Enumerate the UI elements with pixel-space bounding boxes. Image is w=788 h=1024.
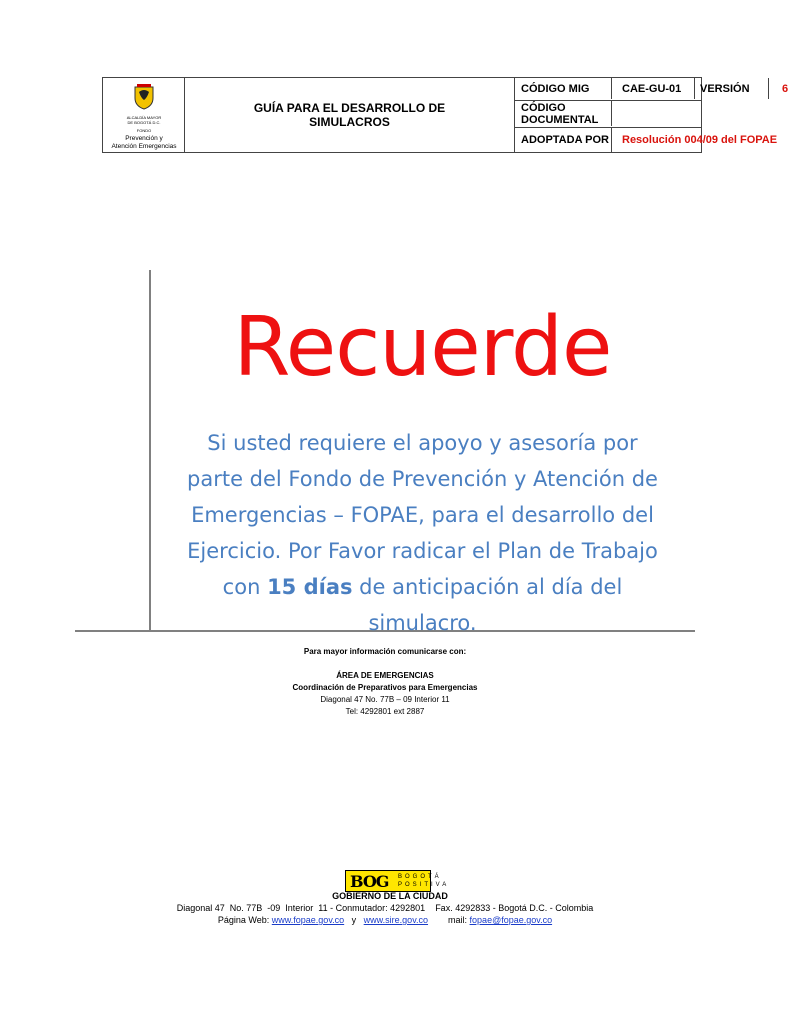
bog-small-2: POSITIVA (398, 882, 450, 888)
footer-address: Diagonal 47 No. 77B -09 Interior 11 - Conmutador: 4292801 Fax. 4292833 - Bogotá D.C. - Colombia (176, 903, 594, 913)
adoptada-value: Resolución 004/09 del FOPAE (622, 134, 778, 146)
codigo-documental-label-2: DOCUMENTAL (521, 114, 599, 126)
paragraph-line: Ejercicio. Por Favor radicar el Plan de Trabajo (187, 539, 658, 563)
reminder-paragraph (150, 425, 695, 641)
contact-address: Diagonal 47 No. 77B – 09 Interior 11 (320, 695, 450, 704)
sire-link[interactable]: www.sire.gov.co (363, 915, 429, 925)
divider (611, 78, 612, 99)
fopae-logo (109, 84, 179, 151)
bog-logo-text: BOG (350, 872, 389, 891)
adoptada-label: ADOPTADA POR (521, 134, 609, 146)
gobierno-label: GOBIERNO DE LA CIUDAD (332, 891, 448, 901)
link-separator: y (344, 915, 364, 925)
contact-intro: Para mayor información comunicarse con: (303, 647, 467, 656)
footer-links (0, 914, 770, 926)
document-title (185, 78, 515, 152)
codigo-documental-label-1: CÓDIGO (521, 102, 566, 114)
divider (611, 100, 701, 101)
days-highlight: 15 días (267, 575, 353, 599)
fopae-link[interactable]: www.fopae.gov.co (271, 915, 345, 925)
line5-post: de anticipación al día del (352, 575, 623, 599)
document-title-text: GUÍA PARA EL DESARROLLO DE SIMULACROS (253, 101, 446, 129)
divider (611, 127, 612, 152)
logo-line-4: Prevención y (125, 135, 163, 142)
contact-coordination: Coordinación de Preparativos para Emergencias (292, 683, 478, 692)
version-value: 6 (782, 83, 788, 95)
logo-line-3: FONDO (136, 128, 152, 133)
logo-line-1: ALCALDÍA MAYOR (126, 115, 162, 120)
contact-area: ÁREA DE EMERGENCIAS (336, 671, 434, 680)
codigo-documental-row (515, 100, 701, 128)
bog-small-1: BOGOTÁ (398, 874, 442, 880)
contact-phone: Tel: 4292801 ext 2887 (345, 707, 425, 716)
divider (611, 100, 612, 126)
email-link[interactable]: fopae@fopae.gov.co (469, 915, 553, 925)
codigo-mig-row (515, 78, 788, 101)
codigo-mig-label: CÓDIGO MIG (521, 83, 590, 95)
coat-of-arms-icon (133, 84, 155, 110)
codigo-mig-value: CAE-GU-01 (622, 83, 682, 95)
paragraph-line: parte del Fondo de Prevención y Atención de (187, 467, 658, 491)
paragraph-line: simulacro. (368, 611, 477, 635)
logo-cell (103, 78, 185, 152)
logo-line-2: DE BOGOTÁ D.C. (127, 120, 161, 125)
divider (694, 78, 695, 99)
logo-line-5: Atención Emergencias (111, 143, 177, 150)
version-label: VERSIÓN (700, 83, 750, 95)
document-header-table (102, 77, 788, 153)
adoptada-row (515, 127, 778, 152)
divider (611, 127, 701, 128)
line5-pre: con (222, 575, 268, 599)
paragraph-line: Si usted requiere el apoyo y asesoría por (207, 431, 638, 455)
divider (768, 78, 769, 99)
bogota-positiva-logo (345, 870, 450, 892)
paragraph-line (150, 569, 695, 605)
mail-label: mail: (428, 915, 470, 925)
paragraph-line: Emergencias – FOPAE, para el desarrollo del (191, 503, 654, 527)
web-label: Página Web: (217, 915, 272, 925)
headline: Recuerde (233, 300, 612, 395)
